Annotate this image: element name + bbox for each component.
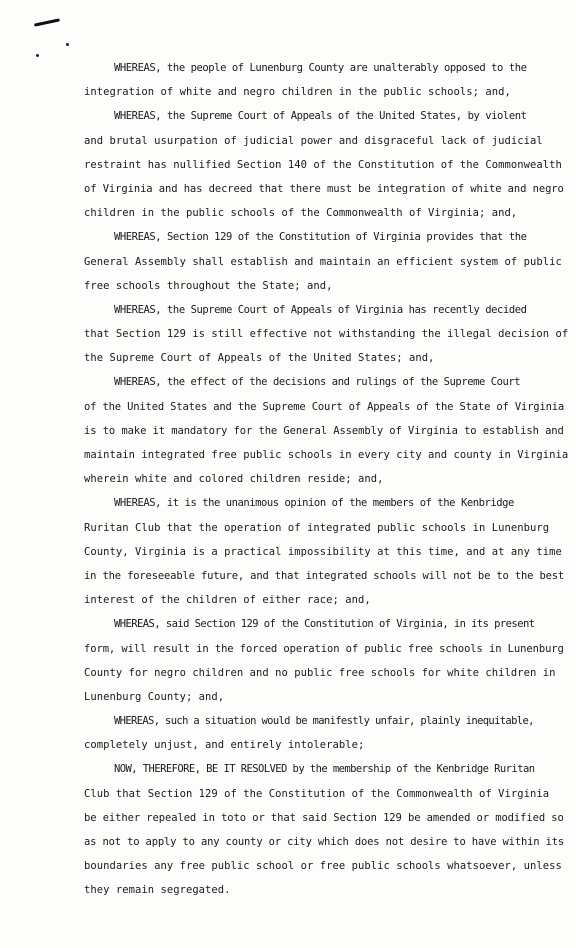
text-line: WHEREAS, the effect of the decisions and rulings of the Supreme Court (114, 376, 521, 389)
text-line: that Section 129 is still effective not withstanding the illegal decision of (84, 328, 569, 341)
pen-mark (34, 18, 60, 26)
text-line: as not to apply to any county or city which does not desire to have within its (84, 836, 565, 848)
text-line: General Assembly shall establish and maintain an efficient system of public (84, 255, 562, 268)
text-line: is to make it mandatory for the General Assembly of Virginia to establish and (84, 424, 564, 437)
text-line: and brutal usurpation of judicial power and disgraceful lack of judicial (84, 134, 543, 147)
text-line: WHEREAS, the people of Lunenburg County are unalterably opposed to the (114, 62, 527, 74)
text-line: Ruritan Club that the operation of integrated public schools in Lunenburg (84, 521, 550, 534)
ink-dot (36, 54, 39, 57)
text-line: County, Virginia is a practical impossibility at this time, and at any time (84, 545, 562, 558)
text-line: wherein white and colored children reside; and, (84, 473, 384, 486)
text-line: the Supreme Court of Appeals of the United States; and, (84, 352, 435, 365)
text-line: County for negro children and no public free schools for white children in (84, 666, 556, 679)
text-line: boundaries any free public school or free public schools whatsoever, unless (84, 860, 562, 873)
text-line: NOW, THEREFORE, BE IT RESOLVED by the membership of the Kenbridge Ruritan (114, 763, 535, 776)
resolution-body (84, 56, 568, 903)
text-line: completely unjust, and entirely intolerable; (84, 739, 365, 752)
text-line: they remain segregated. (84, 884, 231, 897)
text-line: WHEREAS, said Section 129 of the Constitution of Virginia, in its present (114, 618, 535, 631)
text-line: free schools throughout the State; and, (84, 279, 333, 292)
text-line: integration of white and negro children in the public schools; and, (84, 86, 511, 99)
text-line: be either repealed in toto or that said Section 129 be amended or modified so (84, 811, 564, 824)
text-line: Lunenburg County; and, (84, 690, 225, 703)
text-line: WHEREAS, Section 129 of the Constitution of Virginia provides that the (114, 231, 527, 244)
text-line: of the United States and the Supreme Court of Appeals of the State of Virginia (84, 400, 565, 413)
text-line: form, will result in the forced operation of public free schools in Lunenburg (84, 642, 564, 655)
text-line: restraint has nullified Section 140 of the Constitution of the Commonwealth (84, 158, 562, 171)
text-line: WHEREAS, the Supreme Court of Appeals of Virginia has recently decided (114, 303, 527, 316)
text-line: children in the public schools of the Commonwealth of Virginia; and, (84, 207, 518, 220)
text-line: in the foreseeable future, and that integrated schools will not be to the best (84, 569, 565, 582)
text-line: maintain integrated free public schools in every city and county in Virginia (84, 449, 569, 461)
text-line: WHEREAS, it is the unanimous opinion of the members of the Kenbridge (114, 497, 514, 510)
ink-dot (66, 43, 69, 46)
text-line: Club that Section 129 of the Constitution of the Commonwealth of Virginia (84, 787, 550, 800)
text-line: of Virginia and has decreed that there must be integration of white and negro (84, 182, 564, 195)
text-line: WHEREAS, such a situation would be manifestly unfair, plainly inequitable, (114, 715, 534, 728)
text-line: WHEREAS, the Supreme Court of Appeals of the United States, by violent (114, 110, 527, 123)
text-line: interest of the children of either race; and, (84, 594, 371, 607)
